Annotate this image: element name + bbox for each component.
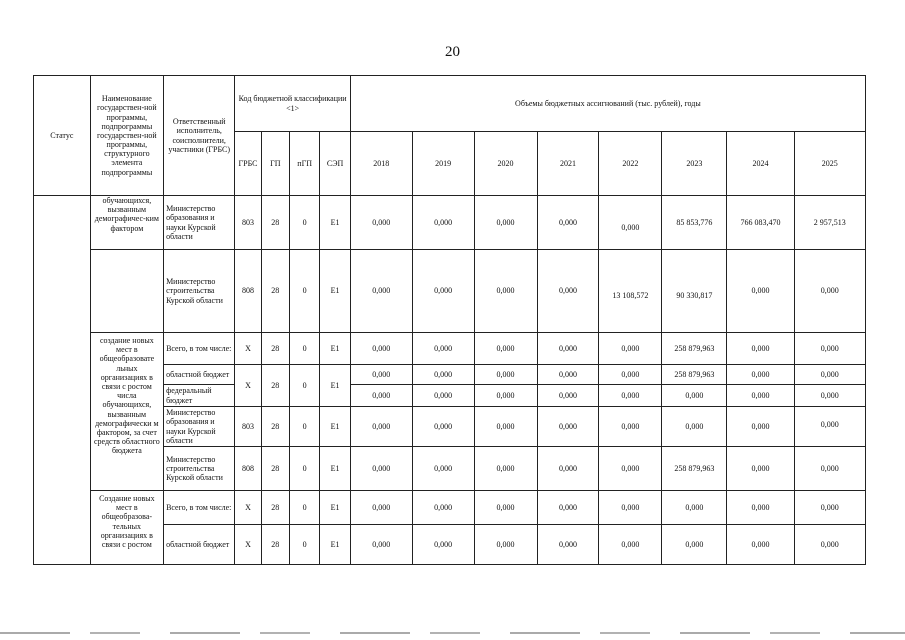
value-cell: 90 330,817	[662, 250, 727, 333]
value-cell: 0,000	[474, 447, 537, 491]
grbs-cell: 808	[235, 447, 261, 491]
grbs-cell: Х	[235, 491, 261, 525]
sep-cell: Е1	[320, 196, 350, 250]
header-year: 2019	[412, 132, 474, 196]
value-cell: 0,000	[537, 525, 599, 565]
value-cell: 0,000	[350, 525, 412, 565]
executor-cell: Министерство строительства Курской области	[164, 250, 235, 333]
value-cell: 0,000	[537, 250, 599, 333]
value-cell: 0,000	[474, 491, 537, 525]
element-name-empty	[90, 250, 163, 333]
value-cell: 0,000	[350, 385, 412, 407]
value-cell: 0,000	[599, 525, 662, 565]
value-cell: 0,000	[599, 491, 662, 525]
value-cell: 0,000	[350, 250, 412, 333]
value-cell: 0,000	[537, 385, 599, 407]
value-cell: 0,000	[537, 447, 599, 491]
value-cell: 0,000	[794, 333, 866, 365]
pgp-cell: 0	[289, 365, 319, 407]
value-cell: 0,000	[474, 365, 537, 385]
table-row	[34, 491, 866, 525]
header-status: Статус	[34, 76, 91, 196]
sep-cell: Е1	[320, 250, 350, 333]
budget-table	[33, 75, 866, 565]
executor-cell: областной бюджет	[164, 365, 235, 385]
value-cell: 0,000	[662, 385, 727, 407]
executor-cell: Министерство образования и науки Курской области	[164, 407, 235, 447]
table-row	[34, 333, 866, 365]
value-cell: 0,000	[412, 365, 474, 385]
executor-cell: Всего, в том числе:	[164, 491, 235, 525]
header-budget-code: Код бюджетной классификации <1>	[235, 76, 350, 132]
value-cell: 0,000	[727, 407, 794, 447]
value-cell: 0,000	[412, 196, 474, 250]
header-grbs: ГРБС	[235, 132, 261, 196]
sep-cell: Е1	[320, 407, 350, 447]
value-cell: 0,000	[474, 333, 537, 365]
value-cell: 0,000	[599, 447, 662, 491]
value-cell: 0,000	[412, 407, 474, 447]
header-pgp: пГП	[289, 132, 319, 196]
value-cell: 0,000	[537, 407, 599, 447]
header-year: 2021	[537, 132, 599, 196]
gp-cell: 28	[261, 250, 289, 333]
value-cell: 0,000	[662, 491, 727, 525]
value-cell: 0,000	[727, 491, 794, 525]
gp-cell: 28	[261, 525, 289, 565]
page-number: 20	[445, 44, 460, 60]
grbs-cell: 803	[235, 196, 261, 250]
value-cell: 258 879,963	[662, 333, 727, 365]
value-cell: 766 083,470	[727, 196, 794, 250]
value-cell: 0,000	[599, 385, 662, 407]
value-cell: 0,000	[537, 196, 599, 250]
value-cell: 0,000	[794, 491, 866, 525]
header-year: 2024	[727, 132, 794, 196]
value-cell: 258 879,963	[662, 447, 727, 491]
value-cell: 13 108,572	[599, 250, 662, 333]
value-cell: 0,000	[474, 385, 537, 407]
value-cell: 0,000	[350, 333, 412, 365]
header-year: 2023	[662, 132, 727, 196]
value-cell: 85 853,776	[662, 196, 727, 250]
value-cell: 0,000	[599, 196, 662, 250]
value-cell: 0,000	[727, 525, 794, 565]
executor-cell: областной бюджет	[164, 525, 235, 565]
sep-cell: Е1	[320, 447, 350, 491]
value-cell: 0,000	[794, 525, 866, 565]
value-cell: 0,000	[474, 407, 537, 447]
element-name: Создание новых мест в общеобразова-тельных организациях в связи с ростом	[90, 491, 163, 565]
header-year: 2018	[350, 132, 412, 196]
grbs-cell: 808	[235, 250, 261, 333]
value-cell: 0,000	[537, 365, 599, 385]
value-cell: 0,000	[412, 447, 474, 491]
executor-cell: Министерство строительства Курской области	[164, 447, 235, 491]
pgp-cell: 0	[289, 447, 319, 491]
value-cell: 0,000	[537, 333, 599, 365]
gp-cell: 28	[261, 196, 289, 250]
value-cell: 0,000	[412, 525, 474, 565]
value-cell: 0,000	[794, 447, 866, 491]
value-cell: 0,000	[727, 447, 794, 491]
header-sep: СЭП	[320, 132, 350, 196]
pgp-cell: 0	[289, 491, 319, 525]
value-cell: 0,000	[662, 525, 727, 565]
sep-cell: Е1	[320, 333, 350, 365]
pgp-cell: 0	[289, 196, 319, 250]
grbs-cell: Х	[235, 525, 261, 565]
gp-cell: 28	[261, 333, 289, 365]
value-cell: 0,000	[794, 365, 866, 385]
header-year: 2025	[794, 132, 866, 196]
value-cell: 0,000	[412, 333, 474, 365]
value-cell: 0,000	[350, 365, 412, 385]
value-cell: 0,000	[662, 407, 727, 447]
gp-cell: 28	[261, 407, 289, 447]
table-row	[34, 196, 866, 250]
status-cell	[34, 196, 91, 565]
element-name: создание новых мест в общеобразовате льных организациях в связи с ростом числа обучающихся, вызванным демографически м фактором, за счет средств областного бюджета	[90, 333, 163, 491]
executor-cell: федеральный бюджет	[164, 385, 235, 407]
value-cell: 2 957,513	[794, 196, 866, 250]
value-cell: 0,000	[727, 365, 794, 385]
value-cell: 0,000	[537, 491, 599, 525]
value-cell: 0,000	[599, 333, 662, 365]
sep-cell: Е1	[320, 525, 350, 565]
sep-cell: Е1	[320, 365, 350, 407]
scan-edge-line	[0, 632, 905, 634]
header-year: 2022	[599, 132, 662, 196]
value-cell: 258 879,963	[662, 365, 727, 385]
grbs-cell: Х	[235, 365, 261, 407]
value-cell: 0,000	[474, 525, 537, 565]
value-cell: 0,000	[727, 385, 794, 407]
executor-cell: Всего, в том числе:	[164, 333, 235, 365]
header-name: Наименование государствен-ной программы, подпрограммы государствен-ной программы, структурного элемента подпрограммы	[90, 76, 163, 196]
header-year: 2020	[474, 132, 537, 196]
grbs-cell: Х	[235, 333, 261, 365]
value-cell: 0,000	[350, 447, 412, 491]
pgp-cell: 0	[289, 525, 319, 565]
value-cell: 0,000	[412, 491, 474, 525]
value-cell: 0,000	[727, 333, 794, 365]
pgp-cell: 0	[289, 407, 319, 447]
value-cell: 0,000	[794, 385, 866, 407]
value-cell: 0,000	[474, 250, 537, 333]
value-cell: 0,000	[794, 250, 866, 333]
gp-cell: 28	[261, 365, 289, 407]
value-cell: 0,000	[412, 250, 474, 333]
value-cell: 0,000	[412, 385, 474, 407]
value-cell: 0,000	[474, 196, 537, 250]
pgp-cell: 0	[289, 250, 319, 333]
gp-cell: 28	[261, 447, 289, 491]
gp-cell: 28	[261, 491, 289, 525]
value-cell: 0,000	[350, 407, 412, 447]
value-cell: 0,000	[350, 196, 412, 250]
element-name: обучающихся, вызванным демографичес-ким фактором	[90, 196, 163, 250]
sep-cell: Е1	[320, 491, 350, 525]
pgp-cell: 0	[289, 333, 319, 365]
value-cell: 0,000	[727, 250, 794, 333]
value-cell: 0,000	[350, 491, 412, 525]
header-volumes: Объемы бюджетных ассигнований (тыс. рублей), годы	[350, 76, 865, 132]
grbs-cell: 803	[235, 407, 261, 447]
header-row	[34, 76, 866, 132]
value-cell: 0,000	[794, 407, 866, 447]
header-gp: ГП	[261, 132, 289, 196]
value-cell: 0,000	[599, 407, 662, 447]
table-row	[34, 250, 866, 333]
header-executor: Ответственный исполнитель, соисполнители, участники (ГРБС)	[164, 76, 235, 196]
value-cell: 0,000	[599, 365, 662, 385]
executor-cell: Министерство образования и науки Курской области	[164, 196, 235, 250]
